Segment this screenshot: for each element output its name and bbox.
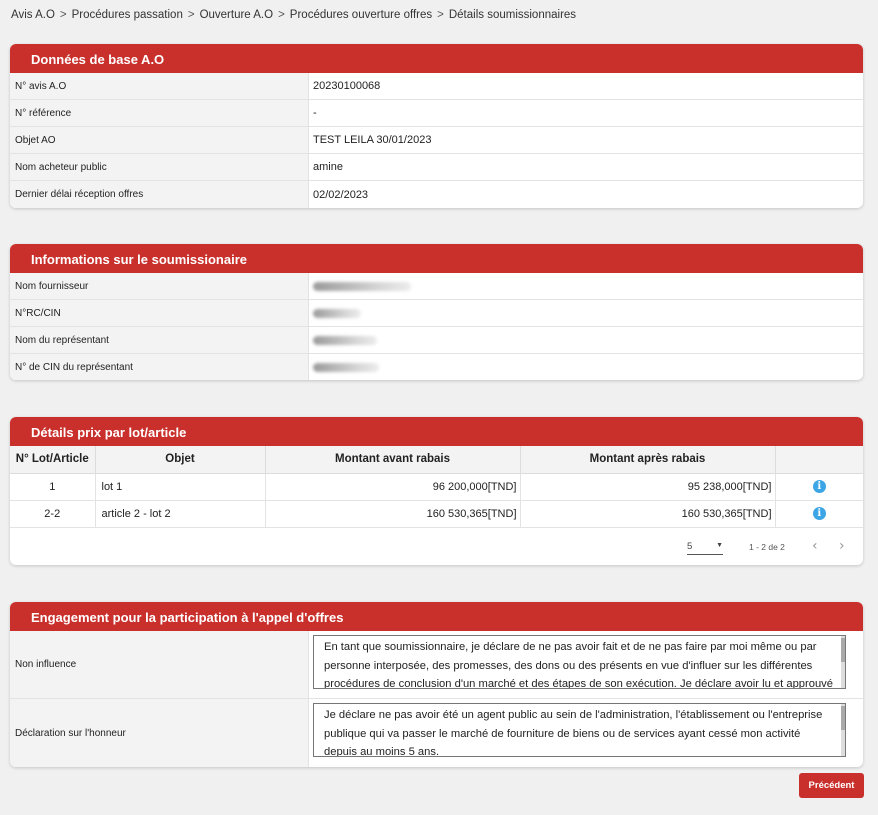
kv-label: Déclaration sur l'honneur [10, 699, 309, 767]
cell-objet: article 2 - lot 2 [95, 500, 265, 527]
kv-label: Nom acheteur public [10, 154, 309, 180]
page-size-select[interactable] [687, 541, 723, 555]
kv-row-non-influence [10, 631, 863, 699]
table-row [10, 473, 863, 500]
non-influence-textarea[interactable] [313, 635, 846, 689]
chevron-left-icon[interactable]: ‹ [812, 537, 818, 554]
scrollbar[interactable] [841, 636, 845, 688]
kv-label: N°RC/CIN [10, 300, 309, 326]
breadcrumb-item-avis[interactable]: Avis A.O [11, 9, 55, 21]
declaration-textarea[interactable] [313, 703, 846, 757]
caret-down-icon: ▼ [716, 541, 723, 549]
previous-button[interactable]: Précédent [799, 773, 864, 798]
chevron-right-icon[interactable]: › [839, 537, 845, 554]
column-header-actions [775, 446, 863, 473]
info-icon[interactable]: i [813, 507, 826, 520]
kv-row-avis [10, 73, 863, 100]
kv-row-rc-cin [10, 300, 863, 327]
cell-apres: 160 530,365[TND] [520, 500, 775, 527]
column-header[interactable]: Montant après rabais [520, 446, 775, 473]
cell-action [775, 473, 863, 500]
kv-value-redacted [309, 327, 863, 353]
kv-value: - [313, 107, 317, 119]
price-details-card [10, 417, 863, 565]
price-table [10, 446, 863, 528]
engagement-title: Engagement pour la participation à l'appel d'offres [10, 602, 863, 631]
kv-label: N° avis A.O [10, 73, 309, 99]
kv-label: N° référence [10, 100, 309, 126]
non-influence-text: En tant que soumissionnaire, je déclare de ne pas avoir fait et de ne pas faire par moi même ou par personne interposée, des promesses, des dons ou des présents en vue d'influer sur les différentes procédures de conclusion d'un marché et des étapes de son exécution. Je déclare avoir lu et approuvé [324, 641, 833, 689]
column-header[interactable]: Objet [95, 446, 265, 473]
kv-label: N° de CIN du représentant [10, 354, 309, 380]
cell-avant: 160 530,365[TND] [265, 500, 520, 527]
breadcrumb: Avis A.O > Procédures passation > Ouverture A.O > Procédures ouverture offres > Détails soumissionnaires [11, 9, 577, 21]
breadcrumb-item-current: Détails soumissionnaires [448, 9, 577, 21]
page-range: 1 - 2 de 2 [749, 541, 785, 552]
scrollbar[interactable] [841, 704, 845, 756]
kv-row-delai [10, 181, 863, 208]
info-icon[interactable]: i [813, 480, 826, 493]
kv-row-objet [10, 127, 863, 154]
bidder-info-title: Informations sur le soumissionaire [10, 244, 863, 273]
kv-value: amine [313, 161, 343, 173]
breadcrumb-item-procedures-passation[interactable]: Procédures passation [71, 9, 183, 21]
kv-row-declaration [10, 699, 863, 767]
kv-label: Non influence [10, 631, 309, 698]
kv-label: Dernier délai réception offres [10, 181, 309, 208]
kv-value-redacted [309, 354, 863, 380]
kv-value-redacted [309, 273, 863, 299]
kv-value: TEST LEILA 30/01/2023 [313, 134, 432, 146]
breadcrumb-item-ouverture[interactable]: Ouverture A.O [199, 9, 274, 21]
kv-row-cin-representant [10, 354, 863, 380]
cell-num: 1 [10, 473, 95, 500]
declaration-text: Je déclare ne pas avoir été un agent public au sein de l'administration, l'établissement ou l'entreprise publique qui va passer le marché de fourniture de biens ou de services ayant cessé mon activité depuis au moins 5 ans. [324, 709, 823, 757]
cell-avant: 96 200,000[TND] [265, 473, 520, 500]
paginator [10, 528, 863, 566]
cell-objet: lot 1 [95, 473, 265, 500]
bidder-info-card [10, 244, 863, 380]
kv-label: Nom du représentant [10, 327, 309, 353]
base-info-card [10, 44, 863, 208]
kv-value-redacted [309, 300, 863, 326]
kv-row-reference [10, 100, 863, 127]
table-row [10, 500, 863, 527]
kv-label: Nom fournisseur [10, 273, 309, 299]
base-info-title: Données de base A.O [10, 44, 863, 73]
cell-action [775, 500, 863, 527]
column-header[interactable]: Montant avant rabais [265, 446, 520, 473]
page-size-value: 5 [687, 540, 693, 552]
cell-num: 2-2 [10, 500, 95, 527]
price-details-title: Détails prix par lot/article [10, 417, 863, 446]
engagement-card [10, 602, 863, 767]
breadcrumb-item-procedures-ouverture[interactable]: Procédures ouverture offres [289, 9, 433, 21]
kv-row-representant [10, 327, 863, 354]
kv-value: 20230100068 [313, 80, 381, 92]
kv-value: 02/02/2023 [313, 188, 369, 201]
column-header[interactable]: N° Lot/Article [10, 446, 95, 473]
kv-row-acheteur [10, 154, 863, 181]
kv-label: Objet AO [10, 127, 309, 153]
kv-row-fournisseur [10, 273, 863, 300]
cell-apres: 95 238,000[TND] [520, 473, 775, 500]
